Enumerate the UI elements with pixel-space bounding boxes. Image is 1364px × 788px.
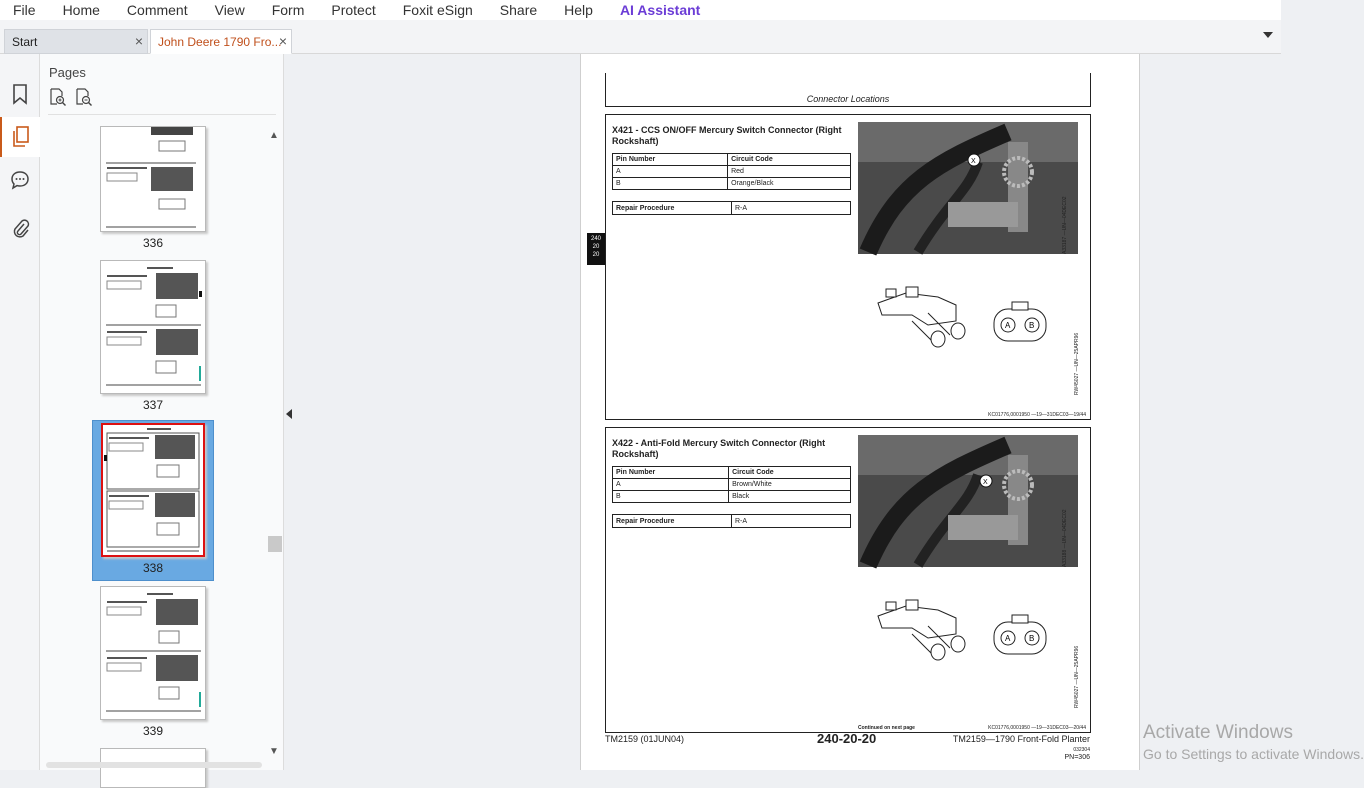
close-icon[interactable]: × [278, 33, 287, 49]
table-header: Circuit Code [728, 154, 851, 166]
thumbnail-label: 338 [142, 561, 164, 575]
circuit-cell: Black [729, 491, 851, 503]
page-footer-right: TM2159—1790 Front-Fold Planter [952, 734, 1090, 744]
menu-view[interactable]: View [214, 2, 245, 18]
svg-text:X: X [971, 158, 976, 165]
section-footer: KC01776,0001950 —19—31DEC03—19/44 [988, 412, 1086, 418]
table-header: Pin Number [613, 467, 729, 479]
connector-photo [858, 122, 1078, 254]
repair-value: R-A [732, 515, 851, 528]
menu-ai-assistant[interactable]: AI Assistant [619, 2, 701, 18]
table-row [613, 491, 851, 503]
page-footer-pn: PN=306 [1064, 754, 1090, 761]
repair-table [612, 514, 851, 528]
menu-home[interactable]: Home [62, 2, 100, 18]
bookmark-icon[interactable] [0, 74, 40, 114]
repair-value: R-A [732, 202, 851, 215]
page-thumbnail-current[interactable] [101, 423, 205, 557]
page-number: 240-20-20 [817, 731, 877, 746]
menu-foxit-esign[interactable]: Foxit eSign [402, 2, 473, 18]
close-icon[interactable]: × [134, 33, 143, 49]
thumbnail-label: 336 [142, 236, 164, 250]
pages-icon[interactable] [0, 117, 40, 157]
page-footer-date: 032304 [1073, 747, 1090, 753]
side-tab-line: 20 [592, 244, 600, 250]
scroll-up-icon[interactable]: ▲ [269, 130, 279, 141]
svg-text:A: A [1005, 321, 1011, 330]
tab-list-dropdown-icon[interactable] [1263, 32, 1273, 38]
pages-panel-title: Pages [49, 65, 86, 80]
horizontal-scrollbar[interactable] [46, 762, 262, 768]
pdf-page [580, 54, 1140, 770]
comments-icon[interactable] [0, 160, 40, 200]
thumbnail-zoom-out-icon[interactable] [74, 88, 92, 111]
collapse-panel-icon[interactable] [286, 409, 292, 419]
scrollbar-thumb[interactable] [268, 536, 282, 552]
watermark-line-2: Go to Settings to activate Windows. [1143, 746, 1364, 762]
tab-start-label: Start [12, 34, 38, 49]
drawing-code: RW45027 —UN—25APR96 [1074, 332, 1080, 395]
table-row [613, 166, 851, 178]
pin-cell: A [613, 479, 729, 491]
connector-photo [858, 435, 1078, 567]
scroll-down-icon[interactable]: ▼ [269, 746, 279, 757]
section-title: X421 - CCS ON/OFF Mercury Switch Connector (Right Rockshaft) [612, 125, 842, 146]
menu-form[interactable]: Form [271, 2, 305, 18]
page-thumbnail[interactable] [100, 748, 206, 788]
connector-section [605, 427, 1091, 733]
side-tab-line: 20 [592, 252, 600, 258]
table-header: Circuit Code [729, 467, 851, 479]
menu-share[interactable]: Share [499, 2, 538, 18]
thumbnail-scrollbar[interactable] [267, 128, 281, 758]
page-header-box [605, 73, 1091, 107]
table-header: Pin Number [613, 154, 728, 166]
pin-table [612, 153, 851, 190]
menu-bar [0, 0, 1281, 20]
page-thumbnail[interactable] [100, 260, 206, 394]
photo-code: A33188 —UN—04DEC02 [1062, 509, 1068, 567]
page-footer-left: TM2159 (01JUN04) [605, 734, 685, 744]
thumbnail-label: 337 [142, 398, 164, 412]
side-tab-line: 240 [590, 236, 601, 242]
menu-file[interactable]: File [13, 2, 36, 18]
photo-code: A33187 —UN—04DEC02 [1062, 196, 1068, 254]
header-caption: Connector Locations [806, 94, 890, 104]
table-row [613, 479, 851, 491]
repair-label: Repair Procedure [613, 515, 732, 528]
section-title: X422 - Anti-Fold Mercury Switch Connector (Right Rockshaft) [612, 438, 826, 459]
continued-note: Continued on next page [858, 725, 915, 731]
thumbnail-label: 339 [142, 724, 164, 738]
page-thumbnail[interactable] [100, 586, 206, 720]
pages-panel [40, 54, 284, 770]
pin-table [612, 466, 851, 503]
circuit-cell: Red [728, 166, 851, 178]
document-viewer [296, 54, 1281, 770]
menu-protect[interactable]: Protect [331, 2, 376, 18]
table-row [613, 178, 851, 190]
activation-watermark [1143, 722, 1364, 762]
svg-text:B: B [1029, 321, 1035, 330]
watermark-line-1: Activate Windows [1143, 722, 1293, 743]
pin-cell: A [613, 166, 728, 178]
repair-label: Repair Procedure [613, 202, 732, 215]
menu-comment[interactable]: Comment [126, 2, 188, 18]
page-thumbnail[interactable] [100, 126, 206, 232]
panel-divider [48, 114, 276, 115]
tab-document-label: John Deere 1790 Fro... [158, 34, 282, 49]
svg-text:B: B [1029, 634, 1035, 643]
thumbnail-zoom-in-icon[interactable] [48, 88, 66, 111]
section-footer: KC01776,0001950 —19—31DEC03—20/44 [988, 725, 1086, 731]
connector-drawing [876, 598, 1056, 673]
circuit-cell: Brown/White [729, 479, 851, 491]
svg-text:X: X [983, 479, 988, 486]
attachment-icon[interactable] [0, 208, 40, 248]
section-side-tab [587, 233, 605, 265]
panel-splitter[interactable] [284, 54, 296, 770]
connector-section [605, 114, 1091, 420]
drawing-code: RW45027 —UN—25APR96 [1074, 645, 1080, 708]
navigation-rail [0, 54, 40, 770]
tab-start[interactable] [4, 29, 148, 54]
tab-document[interactable] [150, 29, 292, 54]
circuit-cell: Orange/Black [728, 178, 851, 190]
pin-cell: B [613, 178, 728, 190]
document-tab-bar [0, 20, 1281, 54]
repair-table [612, 201, 851, 215]
pin-cell: B [613, 491, 729, 503]
connector-drawing [876, 285, 1056, 360]
menu-help[interactable]: Help [564, 2, 593, 18]
svg-text:A: A [1005, 634, 1011, 643]
